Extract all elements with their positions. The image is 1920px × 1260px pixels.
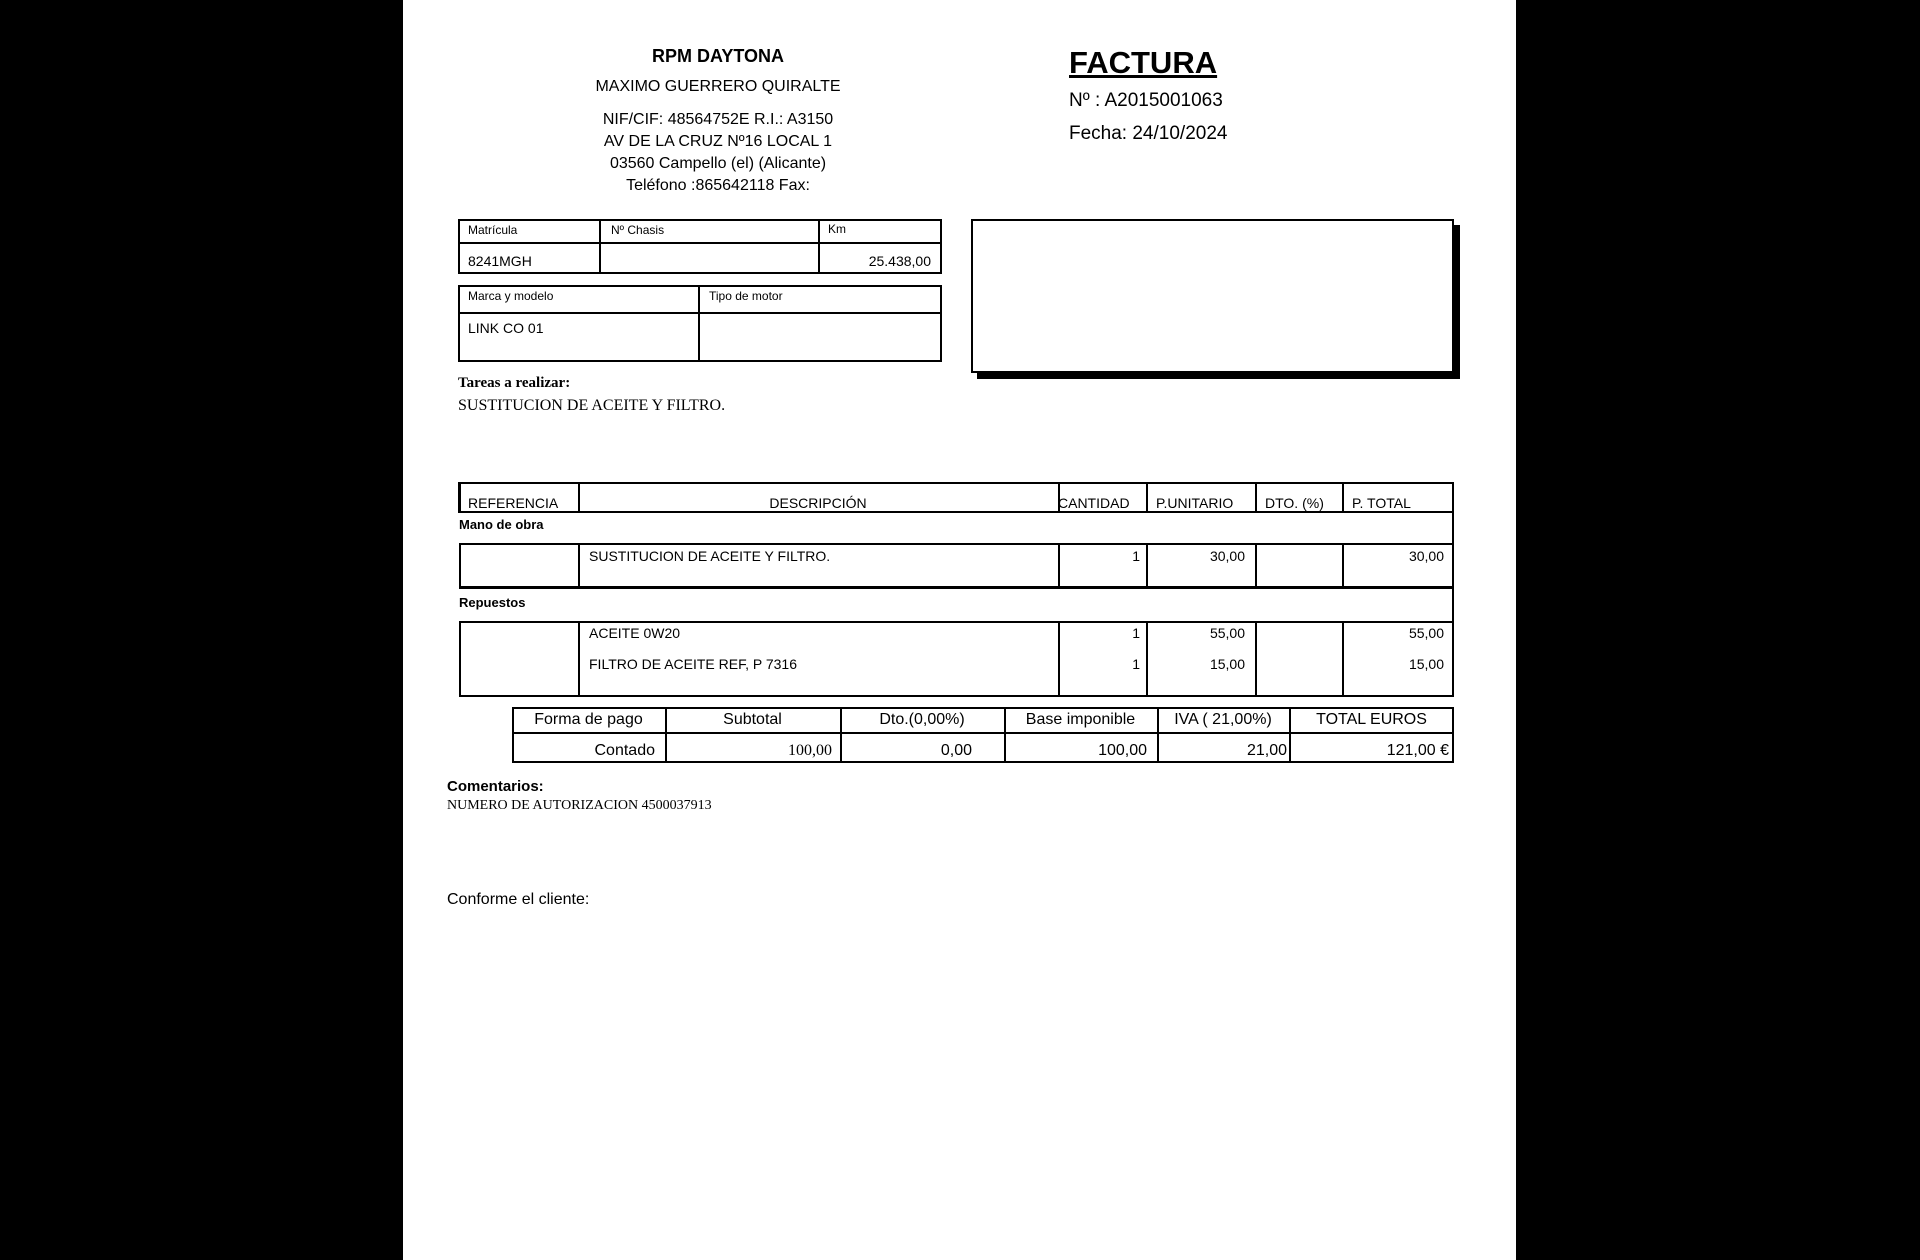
signature-label: Conforme el cliente:	[447, 891, 590, 908]
tot-subtotal: 100,00	[788, 742, 832, 759]
row-desc: SUSTITUCION DE ACEITE Y FILTRO.	[589, 548, 831, 564]
comments-text: NUMERO DE AUTORIZACION 4500037913	[447, 798, 712, 813]
row-qty: 1	[1132, 656, 1140, 672]
tot-hdr-iva: IVA ( 21,00%)	[1174, 711, 1272, 728]
company-address: AV DE LA CRUZ Nº16 LOCAL 1	[603, 133, 833, 150]
tot-base: 100,00	[1098, 742, 1147, 759]
tot-dto: 0,00	[940, 742, 972, 759]
marca-value: LINK CO 01	[468, 320, 544, 336]
matricula-value: 8241MGH	[468, 253, 532, 269]
tot-total: 121,00 €	[1386, 742, 1449, 759]
col-referencia: REFERENCIA	[468, 495, 559, 511]
comments-label: Comentarios:	[447, 778, 544, 795]
invoice-title: FACTURA	[1069, 45, 1218, 80]
tot-hdr-subtotal: Subtotal	[723, 711, 782, 728]
tasks-text: SUSTITUCION DE ACEITE Y FILTRO.	[458, 397, 726, 414]
matricula-label: Matrícula	[468, 223, 518, 237]
motor-label: Tipo de motor	[709, 289, 783, 303]
company-phone: Teléfono :865642118 Fax:	[626, 177, 810, 194]
row-total: 55,00	[1408, 625, 1444, 641]
tot-hdr-base: Base imponible	[1025, 711, 1136, 728]
row-desc: ACEITE 0W20	[589, 625, 681, 641]
km-value: 25.438,00	[868, 253, 931, 269]
col-punitario: P.UNITARIO	[1156, 495, 1234, 511]
marca-label: Marca y modelo	[468, 289, 554, 303]
section-mano-de-obra: Mano de obra	[459, 517, 544, 532]
row-total: 30,00	[1408, 548, 1444, 564]
row-unit: 15,00	[1209, 656, 1245, 672]
tot-forma-pago: Contado	[594, 742, 655, 759]
col-descripcion: DESCRIPCIÓN	[769, 495, 867, 511]
col-ptotal: P. TOTAL	[1352, 495, 1411, 511]
invoice-date: Fecha: 24/10/2024	[1069, 123, 1228, 144]
row-unit: 55,00	[1209, 625, 1245, 641]
company-name: RPM DAYTONA	[651, 46, 785, 66]
tot-hdr-total: TOTAL EUROS	[1316, 711, 1427, 728]
tot-hdr-dto: Dto.(0,00%)	[879, 711, 965, 728]
chasis-label: Nº Chasis	[611, 223, 665, 237]
tasks-label: Tareas a realizar:	[458, 375, 571, 391]
company-city: 03560 Campello (el) (Alicante)	[609, 155, 827, 172]
tot-hdr-forma-pago: Forma de pago	[534, 711, 643, 728]
company-owner: MAXIMO GUERRERO QUIRALTE	[595, 78, 841, 95]
row-desc: FILTRO DE ACEITE REF, P 7316	[589, 656, 797, 672]
km-label: Km	[828, 222, 846, 236]
invoice-number: Nº : A2015001063	[1069, 90, 1223, 111]
invoice-page	[403, 0, 1516, 1260]
row-qty: 1	[1132, 625, 1140, 641]
col-cantidad: CANTIDAD	[1058, 495, 1130, 511]
company-nif: NIF/CIF: 48564752E R.I.: A3150	[602, 111, 834, 128]
row-total: 15,00	[1408, 656, 1444, 672]
client-box	[971, 219, 1454, 373]
col-dto: DTO. (%)	[1265, 495, 1324, 511]
section-repuestos: Repuestos	[459, 595, 526, 610]
tot-iva: 21,00	[1246, 742, 1287, 759]
row-unit: 30,00	[1209, 548, 1245, 564]
row-qty: 1	[1132, 548, 1140, 564]
